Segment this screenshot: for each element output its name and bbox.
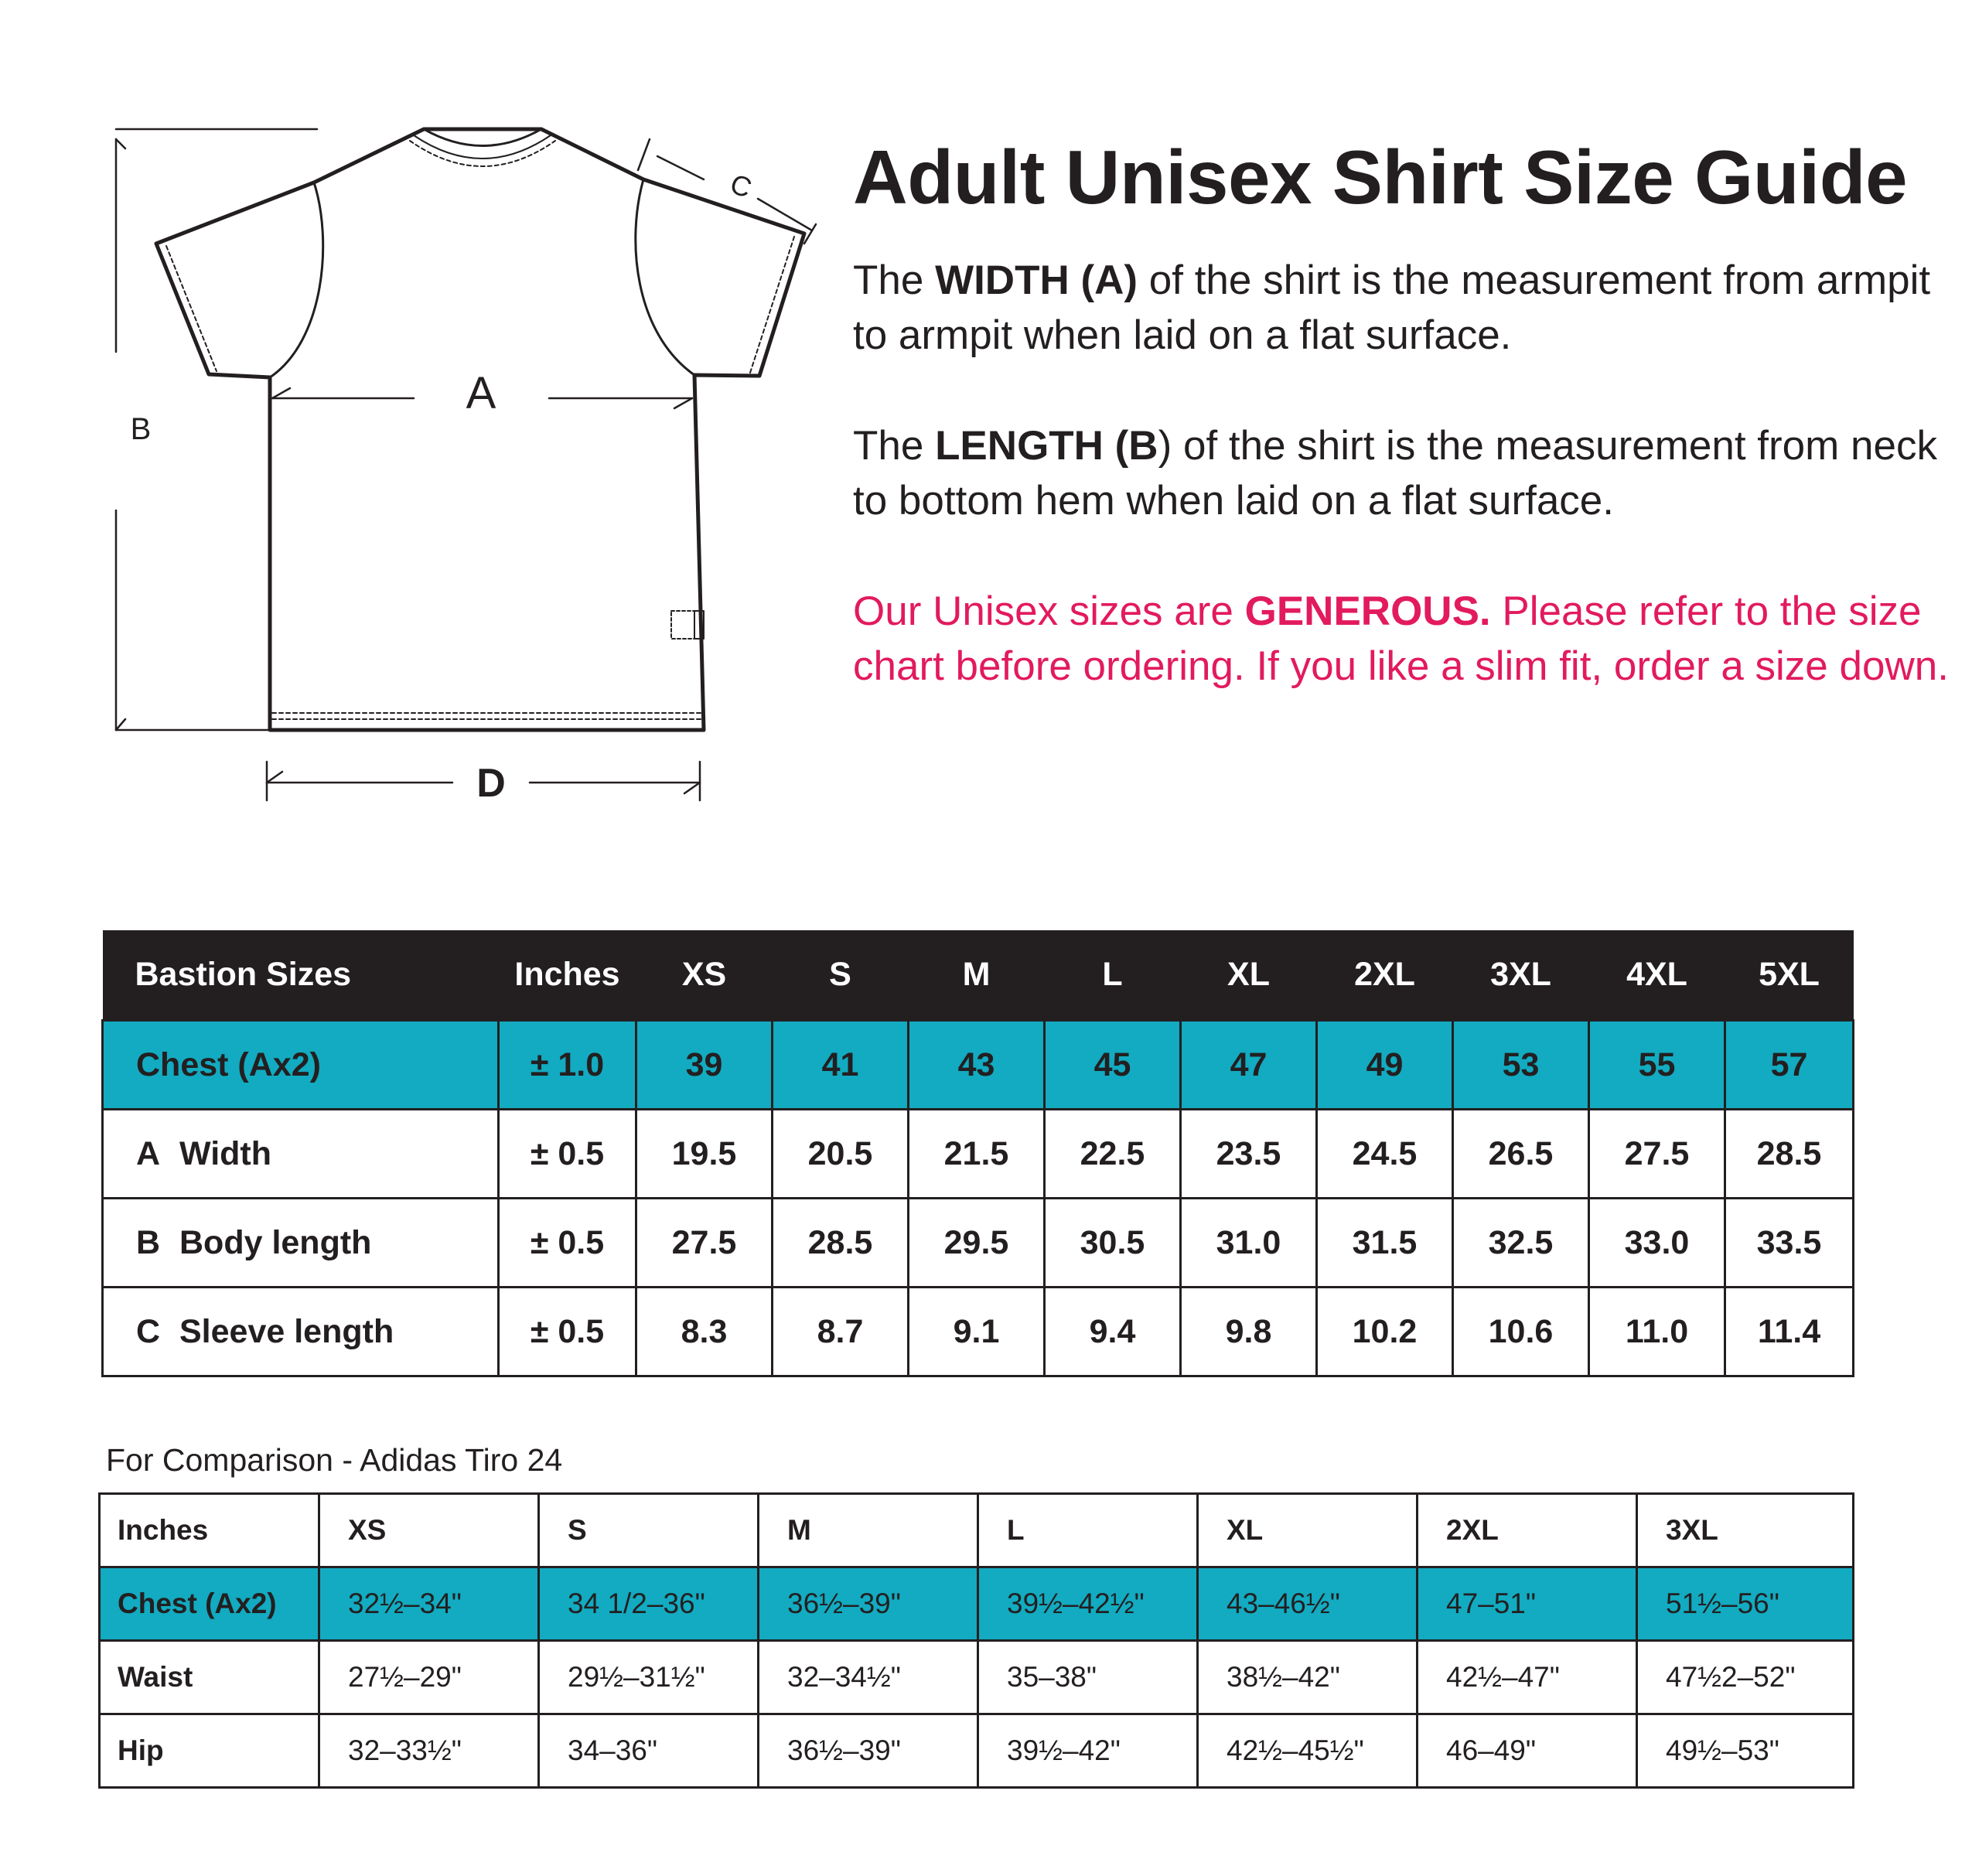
label-b: B — [130, 412, 152, 446]
value-cell: 11.4 — [1725, 1288, 1854, 1376]
tolerance-cell: ± 1.0 — [499, 1021, 636, 1110]
hem-tag — [671, 611, 694, 639]
header-cell: S — [773, 930, 909, 1021]
value-cell: 35–38" — [978, 1641, 1198, 1714]
value-cell: 53 — [1453, 1021, 1589, 1110]
row-label: C Sleeve length — [103, 1288, 499, 1376]
collar-stitch — [410, 141, 555, 166]
value-cell: 39½–42" — [978, 1714, 1198, 1788]
row-label: B Body length — [103, 1199, 499, 1288]
value-cell: 21.5 — [909, 1110, 1045, 1199]
table-row — [100, 1641, 1854, 1714]
row-label: Chest (Ax2) — [100, 1567, 319, 1641]
value-cell: 27½–29" — [319, 1641, 539, 1714]
header-cell: 2XL — [1418, 1494, 1637, 1567]
tolerance-cell: ± 0.5 — [499, 1199, 636, 1288]
collar — [424, 129, 541, 146]
header-cell: Inches — [100, 1494, 319, 1567]
label-c: C — [726, 167, 756, 204]
label-a: A — [466, 368, 496, 418]
value-cell: 29.5 — [909, 1199, 1045, 1288]
value-cell: 47½2–52" — [1637, 1641, 1854, 1714]
right-armhole — [636, 179, 694, 375]
header-cell: 2XL — [1317, 930, 1453, 1021]
header-cell: XS — [319, 1494, 539, 1567]
value-cell: 22.5 — [1045, 1110, 1181, 1199]
generous-note: Our Unisex sizes are GENEROUS. Please refer to the size chart before ordering. If you like a slim fit, order a size down. — [853, 588, 1949, 689]
tolerance-cell: ± 0.5 — [499, 1288, 636, 1376]
header-cell: M — [909, 930, 1045, 1021]
row-label: A Width — [103, 1110, 499, 1199]
value-cell: 29½–31½" — [539, 1641, 759, 1714]
header-cell: 5XL — [1725, 930, 1854, 1021]
label-d: D — [476, 761, 506, 806]
value-cell: 36½–39" — [759, 1567, 978, 1641]
value-cell: 49 — [1317, 1021, 1453, 1110]
header-cell: XL — [1181, 930, 1317, 1021]
value-cell: 51½–56" — [1637, 1567, 1854, 1641]
left-armhole — [270, 182, 323, 377]
table-row — [103, 1110, 1854, 1199]
header-cell: Inches — [499, 930, 636, 1021]
header-cell: M — [759, 1494, 978, 1567]
value-cell: 30.5 — [1045, 1199, 1181, 1288]
value-cell: 39½–42½" — [978, 1567, 1198, 1641]
value-cell: 8.3 — [636, 1288, 773, 1376]
header-cell: XS — [636, 930, 773, 1021]
value-cell: 27.5 — [1589, 1110, 1725, 1199]
page-title: Adult Unisex Shirt Size Guide — [853, 135, 1908, 220]
row-label: Chest (Ax2) — [103, 1021, 499, 1110]
value-cell: 9.8 — [1181, 1288, 1317, 1376]
value-cell: 43 — [909, 1021, 1045, 1110]
header-cell: Bastion Sizes — [103, 930, 499, 1021]
value-cell: 11.0 — [1589, 1288, 1725, 1376]
value-cell: 47–51" — [1418, 1567, 1637, 1641]
value-cell: 41 — [773, 1021, 909, 1110]
value-cell: 46–49" — [1418, 1714, 1637, 1788]
tolerance-cell: ± 0.5 — [499, 1110, 636, 1199]
value-cell: 33.0 — [1589, 1199, 1725, 1288]
table-row — [103, 1288, 1854, 1376]
table-row — [103, 1199, 1854, 1288]
value-cell: 9.4 — [1045, 1288, 1181, 1376]
comparison-table — [98, 1492, 1854, 1789]
header-cell: S — [539, 1494, 759, 1567]
value-cell: 32.5 — [1453, 1199, 1589, 1288]
header-cell: 3XL — [1637, 1494, 1854, 1567]
value-cell: 36½–39" — [759, 1714, 978, 1788]
value-cell: 39 — [636, 1021, 773, 1110]
header-cell: 4XL — [1589, 930, 1725, 1021]
width-note: The WIDTH (A) of the shirt is the measurement from armpit to armpit when laid on a flat surface. — [853, 258, 1931, 358]
value-cell: 27.5 — [636, 1199, 773, 1288]
value-cell: 34 1/2–36" — [539, 1567, 759, 1641]
row-label: Waist — [100, 1641, 319, 1714]
header-cell: XL — [1198, 1494, 1418, 1567]
row-label: Hip — [100, 1714, 319, 1788]
value-cell: 42½–47" — [1418, 1641, 1637, 1714]
value-cell: 24.5 — [1317, 1110, 1453, 1199]
value-cell: 31.0 — [1181, 1199, 1317, 1288]
table-row — [100, 1567, 1854, 1641]
value-cell: 9.1 — [909, 1288, 1045, 1376]
value-cell: 33.5 — [1725, 1199, 1854, 1288]
value-cell: 32½–34" — [319, 1567, 539, 1641]
value-cell: 31.5 — [1317, 1199, 1453, 1288]
value-cell: 23.5 — [1181, 1110, 1317, 1199]
bastion-size-table — [101, 930, 1854, 1377]
value-cell: 32–33½" — [319, 1714, 539, 1788]
comparison-caption: For Comparison - Adidas Tiro 24 — [106, 1442, 563, 1478]
value-cell: 34–36" — [539, 1714, 759, 1788]
table-row — [100, 1714, 1854, 1788]
value-cell: 8.7 — [773, 1288, 909, 1376]
value-cell: 28.5 — [1725, 1110, 1854, 1199]
value-cell: 19.5 — [636, 1110, 773, 1199]
header-cell: 3XL — [1453, 930, 1589, 1021]
value-cell: 47 — [1181, 1021, 1317, 1110]
value-cell: 20.5 — [773, 1110, 909, 1199]
value-cell: 32–34½" — [759, 1641, 978, 1714]
value-cell: 10.2 — [1317, 1288, 1453, 1376]
value-cell: 45 — [1045, 1021, 1181, 1110]
value-cell: 55 — [1589, 1021, 1725, 1110]
comparison-header-row — [100, 1494, 1854, 1567]
length-note: The LENGTH (B) of the shirt is the measurement from neck to bottom hem when laid on a flat surface. — [853, 423, 1937, 524]
value-cell: 26.5 — [1453, 1110, 1589, 1199]
value-cell: 49½–53" — [1637, 1714, 1854, 1788]
value-cell: 57 — [1725, 1021, 1854, 1110]
bastion-header-row — [103, 930, 1854, 1021]
shirt-outline — [156, 129, 804, 730]
header-cell: L — [1045, 930, 1181, 1021]
header-cell: L — [978, 1494, 1198, 1567]
shirt-diagram — [93, 108, 835, 820]
value-cell: 38½–42" — [1198, 1641, 1418, 1714]
value-cell: 42½–45½" — [1198, 1714, 1418, 1788]
value-cell: 10.6 — [1453, 1288, 1589, 1376]
value-cell: 28.5 — [773, 1199, 909, 1288]
table-row — [103, 1021, 1854, 1110]
value-cell: 43–46½" — [1198, 1567, 1418, 1641]
